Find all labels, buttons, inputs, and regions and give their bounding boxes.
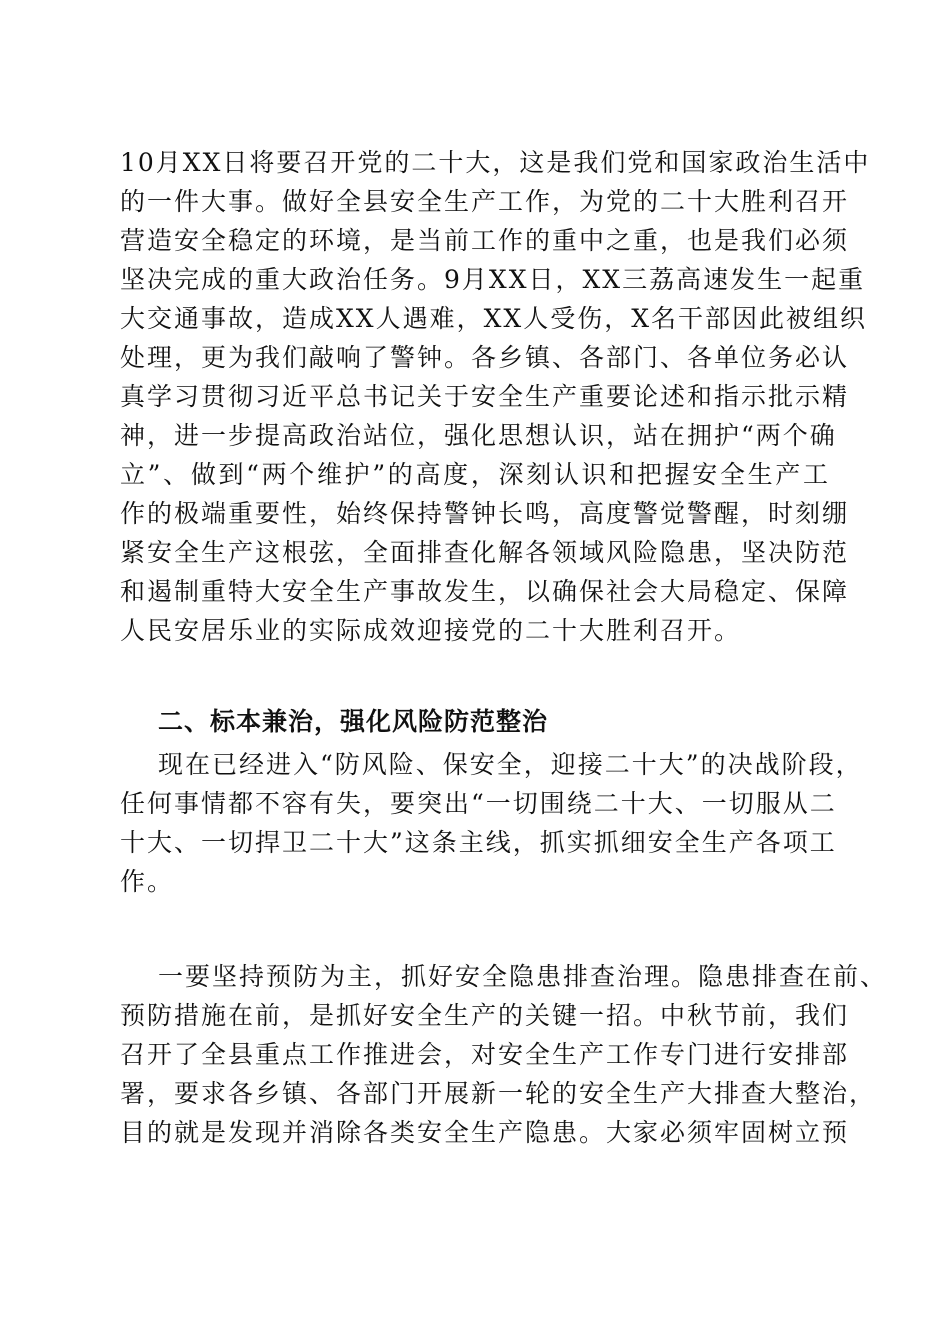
text-line: 目的就是发现并消除各类安全生产隐患。大家必须牢固树立预 <box>120 1118 850 1147</box>
paragraph-accident-warning <box>120 143 871 650</box>
text-line: 真学习贯彻习近平总书记关于安全生产重要论述和指示批示精 <box>120 382 850 411</box>
text-line: 处理，更为我们敲响了警钟。各乡镇、各部门、各单位务必认 <box>120 343 850 372</box>
text-line: 的一件大事。做好全县安全生产工作，为党的二十大胜利召开 <box>120 187 850 216</box>
text-line: 召开了全县重点工作推进会，对安全生产工作专门进行安排部 <box>120 1040 850 1069</box>
text-line: 大交通事故，造成XX人遇难，XX人受伤，X名干部因此被组织 <box>120 304 867 333</box>
text-line: 作的极端重要性，始终保持警钟长鸣，高度警觉警醒，时刻绷 <box>120 499 850 528</box>
text-line: 和遏制重特大安全生产事故发生，以确保社会大局稳定、保障 <box>120 577 850 606</box>
text-line: 人民安居乐业的实际成效迎接党的二十大胜利召开。 <box>120 616 742 645</box>
text-line: 十大、一切捍卫二十大”这条主线，抓实抓细安全生产各项工 <box>120 828 837 857</box>
text-line: 营造安全稳定的环境，是当前工作的重中之重，也是我们必须 <box>120 226 850 255</box>
text-line: 任何事情都不容有失，要突出“一切围绕二十大、一切服从二 <box>120 789 837 818</box>
section-heading-2: 二、标本兼治，强化风险防范整治 <box>158 707 549 736</box>
paragraph-hazard-inspection <box>120 957 888 1152</box>
text-line: 10月XX日将要召开党的二十大，这是我们党和国家政治生活中 <box>120 148 871 177</box>
text-line: 立”、做到“两个维护”的高度，深刻认识和把握安全生产工 <box>120 460 830 489</box>
text-line: 作。 <box>120 867 175 896</box>
text-line: 署，要求各乡镇、各部门开展新一轮的安全生产大排查大整治， <box>120 1079 877 1108</box>
text-line: 一要坚持预防为主，抓好安全隐患排查治理。隐患排查在前、 <box>158 962 888 991</box>
text-line: 神，进一步提高政治站位，强化思想认识，站在拥护“两个确 <box>120 421 837 450</box>
text-line: 预防措施在前，是抓好安全生产的关键一招。中秋节前，我们 <box>120 1001 850 1030</box>
paragraph-decisive-stage <box>120 745 863 901</box>
text-line: 现在已经进入“防风险、保安全，迎接二十大”的决战阶段， <box>158 750 863 779</box>
text-line: 紧安全生产这根弦，全面排查化解各领域风险隐患，坚决防范 <box>120 538 850 567</box>
text-line: 坚决完成的重大政治任务。9月XX日，XX三荔高速发生一起重 <box>120 265 866 294</box>
